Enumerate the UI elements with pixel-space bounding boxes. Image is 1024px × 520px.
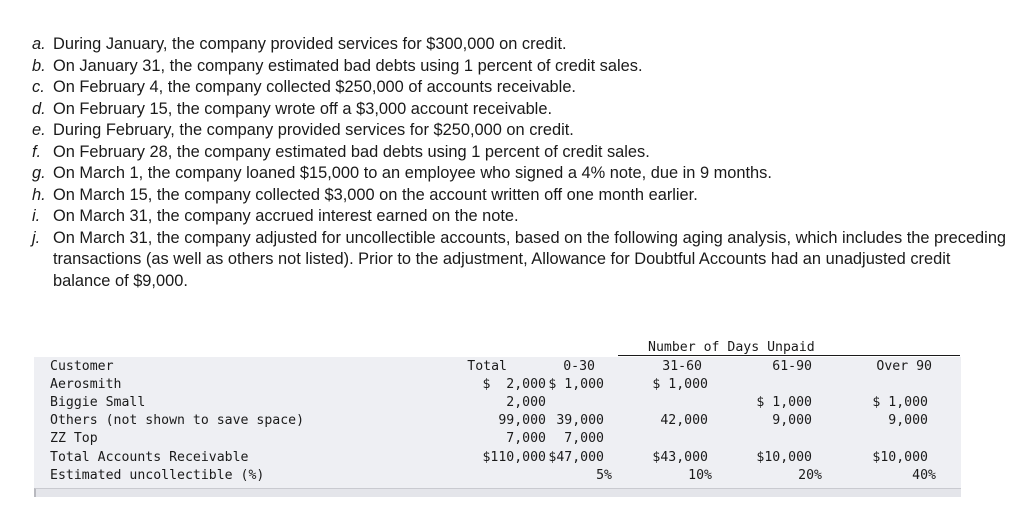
cell-over-90: 9,000 — [888, 413, 928, 428]
cell-61-90: $10,000 — [756, 450, 812, 465]
list-item — [32, 163, 1007, 185]
item-letter: f. — [32, 142, 42, 161]
item-letter: d. — [32, 99, 46, 118]
cell-31-60: $43,000 — [652, 450, 708, 465]
cell-total: $110,000 — [482, 450, 546, 465]
item-text: On February 15, the company wrote off a $3,000 account receivable. — [53, 99, 552, 118]
cell-total: 2,000 — [506, 395, 546, 410]
list-item — [32, 228, 1007, 293]
item-letter: i. — [32, 207, 41, 225]
cell-over-90: $ 1,000 — [872, 395, 928, 410]
cell-customer: Others (not shown to save space) — [50, 413, 305, 428]
cell-customer: Aerosmith — [50, 377, 122, 392]
item-text: On March 1, the company loaned $15,000 to an employee who signed a 4% note, due in 9 months. — [53, 164, 772, 182]
cell-61-90: $ 1,000 — [756, 395, 812, 410]
cell-0-30: 5% — [596, 468, 612, 483]
item-text: On February 4, the company collected $250,000 of accounts receivable. — [53, 78, 576, 96]
group-header: Number of Days Unpaid — [648, 340, 815, 355]
item-text: During February, the company provided services for $250,000 on credit. — [53, 121, 574, 139]
header-61-90: 61-90 — [772, 359, 812, 374]
cell-total: 7,000 — [506, 431, 546, 446]
cell-31-60: $ 1,000 — [652, 377, 708, 392]
list-item — [32, 185, 1007, 207]
list-item — [32, 34, 1007, 56]
header-customer: Customer — [50, 359, 114, 374]
header-over-90: Over 90 — [876, 359, 932, 374]
item-letter: h. — [32, 185, 46, 204]
list-item — [32, 77, 1007, 99]
header-31-60: 31-60 — [662, 359, 702, 374]
header-0-30: 0-30 — [563, 359, 595, 374]
item-letter: c. — [32, 78, 45, 96]
item-text: On March 31, the company adjusted for uncollectible accounts, based on the following aging analysis, which includes the preceding transactions (as well as others not listed). Prior to the adjustment, Allowance for Doubtful Accounts had an unadjusted credit balance of $9,000. — [53, 228, 1007, 290]
cell-over-90: 40% — [912, 468, 936, 483]
cell-customer: Biggie Small — [50, 395, 146, 410]
list-item — [32, 99, 1007, 121]
item-letter: j. — [32, 228, 41, 247]
percent-row — [0, 467, 1024, 485]
item-letter: b. — [32, 56, 46, 75]
header-row — [0, 358, 1024, 376]
cell-over-90: $10,000 — [872, 450, 928, 465]
item-letter: a. — [32, 35, 46, 53]
item-text: During January, the company provided services for $300,000 on credit. — [53, 35, 567, 53]
list-item — [32, 142, 1007, 164]
cell-0-30: $47,000 — [548, 450, 604, 465]
cell-total: 99,000 — [498, 413, 546, 428]
transaction-list — [32, 34, 1007, 292]
group-header-rule — [618, 355, 960, 356]
item-text: On January 31, the company estimated bad debts using 1 percent of credit sales. — [53, 56, 643, 75]
table-row — [0, 376, 1024, 394]
table-row — [0, 412, 1024, 430]
item-letter: g. — [32, 164, 46, 182]
table-row — [0, 430, 1024, 448]
item-letter: e. — [32, 121, 46, 139]
cell-0-30: 39,000 — [556, 413, 604, 428]
item-text: On March 15, the company collected $3,000 on the account written off one month earlier. — [53, 185, 698, 204]
cell-customer: Estimated uncollectible (%) — [50, 468, 265, 483]
cell-61-90: 20% — [798, 468, 822, 483]
item-text: On February 28, the company estimated bad debts using 1 percent of credit sales. — [53, 142, 650, 161]
table-bottom-border — [34, 488, 961, 497]
cell-61-90: 9,000 — [772, 413, 812, 428]
total-row — [0, 449, 1024, 467]
list-item — [32, 206, 1007, 228]
cell-customer: ZZ Top — [50, 431, 98, 446]
cell-0-30: $ 1,000 — [548, 377, 604, 392]
header-total: Total — [467, 359, 507, 374]
cell-31-60: 10% — [688, 468, 712, 483]
cell-customer: Total Accounts Receivable — [50, 450, 249, 465]
item-text: On March 31, the company accrued interest earned on the note. — [53, 207, 519, 225]
cell-31-60: 42,000 — [660, 413, 708, 428]
table-row — [0, 394, 1024, 412]
cell-0-30: 7,000 — [564, 431, 604, 446]
list-item — [32, 120, 1007, 142]
cell-total: $ 2,000 — [482, 377, 546, 392]
list-item — [32, 56, 1007, 78]
